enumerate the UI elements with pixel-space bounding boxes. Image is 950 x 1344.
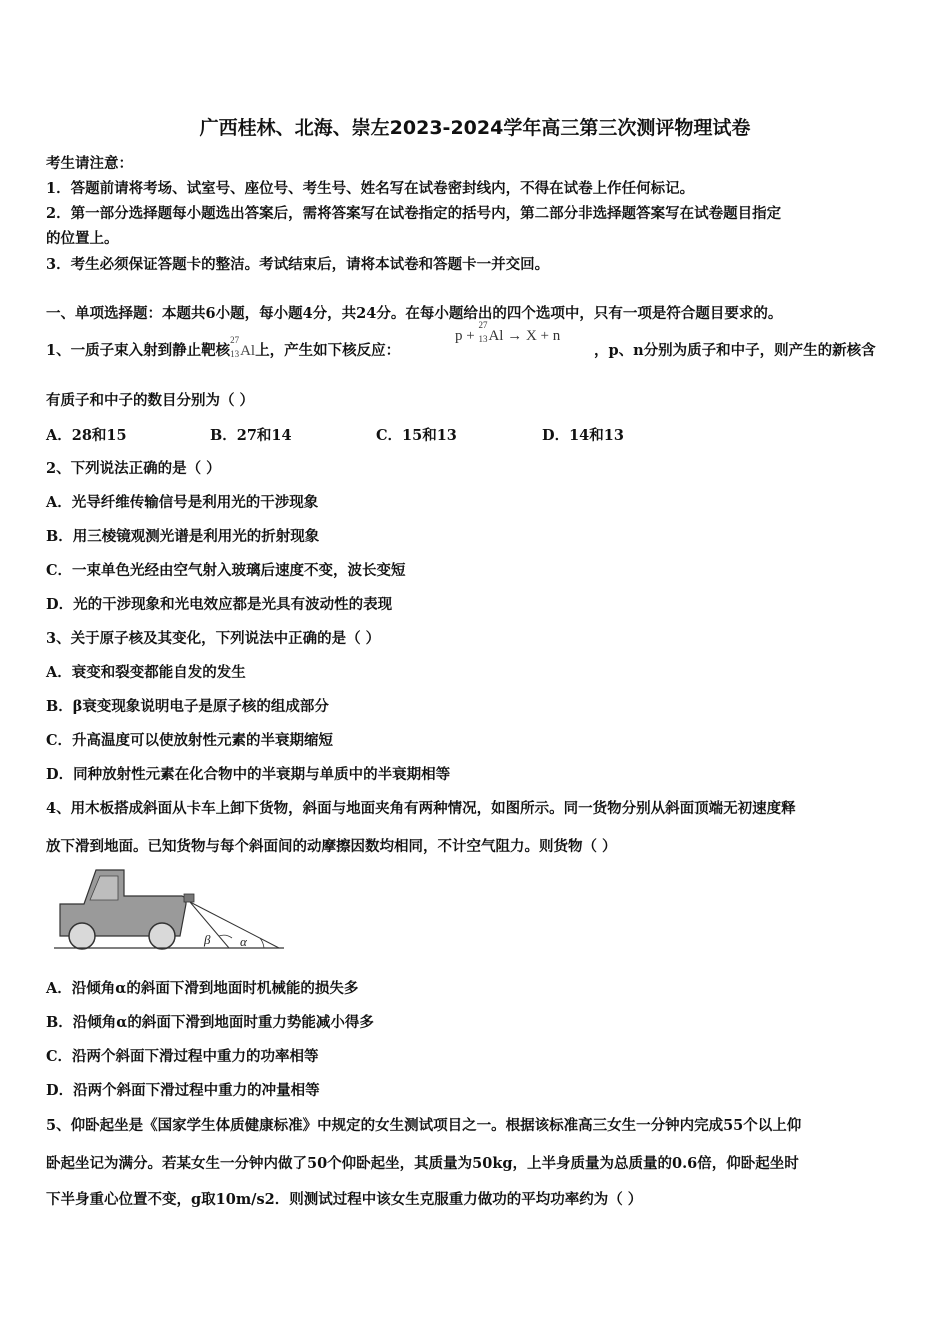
- q3-option-b[interactable]: B．β衰变现象说明电子是原子核的组成部分: [46, 698, 329, 715]
- q2-option-a[interactable]: A．光导纤维传输信号是利用光的干涉现象: [46, 494, 319, 511]
- q1-option-d[interactable]: D．14和13: [542, 427, 624, 444]
- q4-option-b[interactable]: B．沿倾角α的斜面下滑到地面时重力势能减小得多: [46, 1014, 374, 1031]
- question-1-line-2: 有质子和中子的数目分别为（ ）: [46, 392, 255, 409]
- q1-option-b[interactable]: B．27和14: [210, 427, 292, 444]
- q2-option-c[interactable]: C．一束单色光经由空气射入玻璃后速度不变，波长变短: [46, 562, 406, 579]
- angle-arc-beta: [219, 935, 232, 938]
- label-beta: β: [204, 932, 211, 947]
- label-alpha: α: [240, 934, 247, 949]
- q1-text-part2: 上，产生如下核反应：: [255, 342, 401, 359]
- cargo-box: [184, 894, 194, 902]
- q2-option-d[interactable]: D．光的干涉现象和光电效应都是光具有波动性的表现: [46, 596, 393, 613]
- q4-option-d[interactable]: D．沿两个斜面下滑过程中重力的冲量相等: [46, 1082, 320, 1099]
- q1-text-part1: 1、一质子束入射到静止靶核: [46, 342, 231, 359]
- q2-option-b[interactable]: B．用三棱镜观测光谱是利用光的折射现象: [46, 528, 320, 545]
- q3-option-d[interactable]: D．同种放射性元素在化合物中的半衰期与单质中的半衰期相等: [46, 766, 451, 783]
- nuclear-reaction-equation: p + 27 13 Al → X + n: [455, 320, 561, 344]
- section-heading: 一、单项选择题：本题共6小题，每小题4分，共24分。在每小题给出的四个选项中，只有一项是符合题目要求的。: [46, 305, 783, 322]
- rear-wheel: [149, 923, 175, 949]
- question-5-line-1: 5、仰卧起坐是《国家学生体质健康标准》中规定的女生测试项目之一。根据该标准高三女生一分钟内完成55个以上仰: [46, 1117, 802, 1134]
- question-5-line-3: 下半身重心位置不变，g取10m/s2．则测试过程中该女生克服重力做功的平均功率约为（ ）: [46, 1191, 643, 1208]
- question-4-line-1: 4、用木板搭成斜面从卡车上卸下货物，斜面与地面夹角有两种情况，如图所示。同一货物分别从斜面顶端无初速度释: [46, 800, 796, 817]
- question-2-stem: 2、下列说法正确的是（ ）: [46, 460, 221, 477]
- q1-option-a[interactable]: A．28和15: [46, 427, 127, 444]
- question-4-line-2: 放下滑到地面。已知货物与每个斜面间的动摩擦因数均相同，不计空气阻力。则货物（ ）: [46, 838, 617, 855]
- notice-item-2b: 的位置上。: [46, 230, 119, 247]
- q4-option-a[interactable]: A．沿倾角α的斜面下滑到地面时机械能的损失多: [46, 980, 359, 997]
- q3-option-a[interactable]: A．衰变和裂变都能自发的发生: [46, 664, 246, 681]
- q4-option-c[interactable]: C．沿两个斜面下滑过程中重力的功率相等: [46, 1048, 319, 1065]
- q3-option-c[interactable]: C．升高温度可以使放射性元素的半衰期缩短: [46, 732, 334, 749]
- question-3-stem: 3、关于原子核及其变化，下列说法中正确的是（ ）: [46, 630, 381, 647]
- notice-item-3: 3．考生必须保证答题卡的整洁。考试结束后，请将本试卷和答题卡一并交回。: [46, 256, 550, 273]
- aluminum-nuclide: 27 13 Al: [230, 335, 256, 359]
- q1-text-part3: ，p、n分别为质子和中子，则产生的新核含: [594, 342, 876, 359]
- notice-heading: 考生请注意：: [46, 155, 133, 172]
- truck-incline-figure: [54, 866, 286, 952]
- page-title: 广西桂林、北海、崇左2023-2024学年高三第三次测评物理试卷: [199, 117, 751, 139]
- q1-option-c[interactable]: C．15和13: [376, 427, 457, 444]
- notice-item-2a: 2．第一部分选择题每小题选出答案后，需将答案写在试卷指定的括号内，第二部分非选择题答案写在试卷题目指定: [46, 205, 782, 222]
- question-5-line-2: 卧起坐记为满分。若某女生一分钟内做了50个仰卧起坐，其质量为50kg，上半身质量为总质量的0.6倍，仰卧起坐时: [46, 1155, 799, 1172]
- notice-item-1: 1．答题前请将考场、试室号、座位号、考生号、姓名写在试卷密封线内，不得在试卷上作任何标记。: [46, 180, 695, 197]
- front-wheel: [69, 923, 95, 949]
